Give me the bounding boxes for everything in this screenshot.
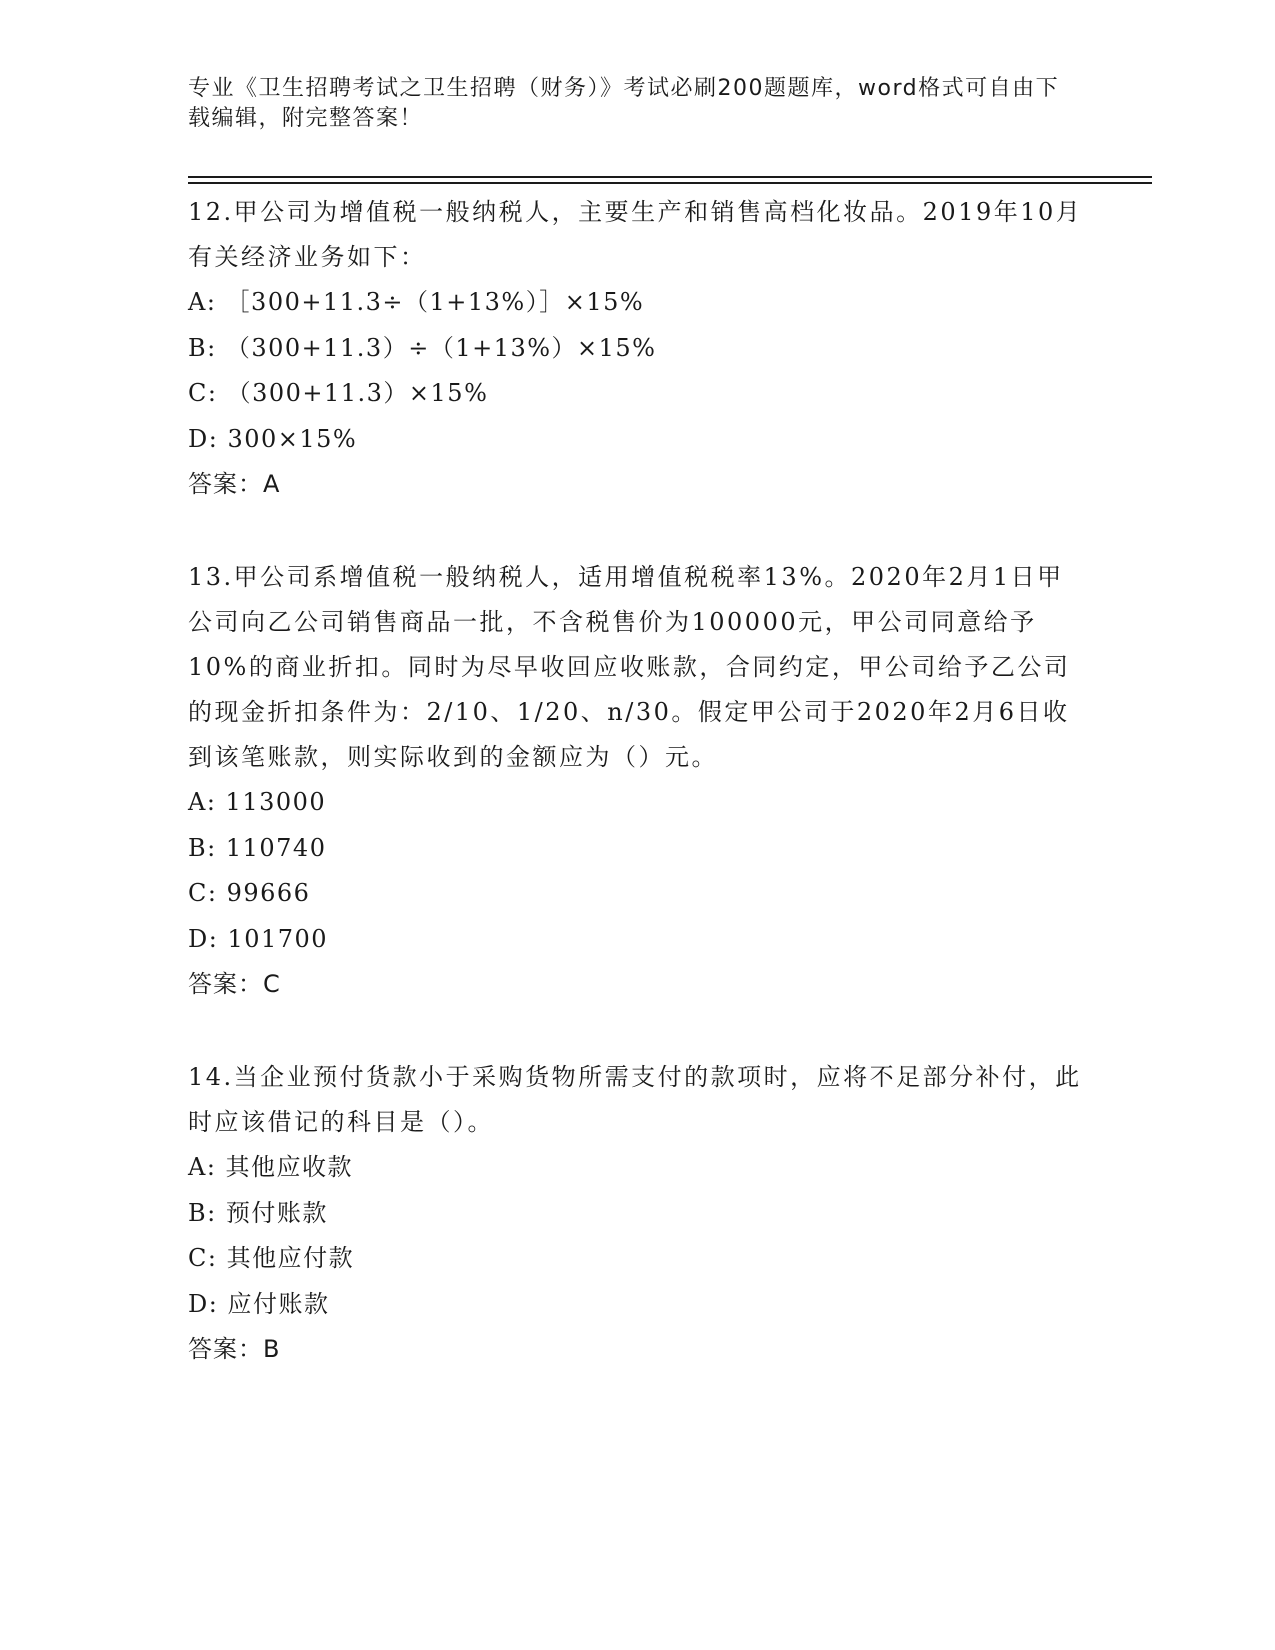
answer-line: 答案：A (188, 470, 281, 498)
option-a: A: 其他应收款 (188, 1153, 354, 1181)
option-c: C: 99666 (188, 879, 311, 907)
question-stem: 12.甲公司为增值税一般纳税人，主要生产和销售高档化妆品。2019年10月有关经济业务如下： (188, 198, 1083, 271)
option-c: C: （300+11.3）×15% (188, 379, 489, 407)
question-12 (188, 190, 1088, 507)
question-13 (188, 555, 1088, 1007)
answer-line: 答案：C (188, 970, 281, 998)
document-header: 专业《卫生招聘考试之卫生招聘（财务）》考试必刷200题题库，word格式可自由下载编辑，附完整答案！ (188, 76, 1060, 131)
question-14 (188, 1055, 1088, 1372)
option-c: C: 其他应付款 (188, 1244, 355, 1272)
option-a: A: ［300+11.3÷（1+13%）］×15% (188, 288, 645, 316)
question-stem: 14.当企业预付货款小于采购货物所需支付的款项时，应将不足部分补付，此时应该借记的科目是（）。 (188, 1063, 1082, 1136)
option-b: B: 110740 (188, 833, 327, 862)
header-divider-bottom (188, 182, 1152, 184)
option-d: D: 300×15% (188, 424, 358, 453)
option-d: D: 101700 (188, 924, 329, 953)
answer-line: 答案：B (188, 1335, 281, 1363)
question-stem: 13.甲公司系增值税一般纳税人，适用增值税税率13%。2020年2月1日甲公司向乙公司销售商品一批，不含税售价为100000元，甲公司同意给予10%的商业折扣。同时为尽早收回应收账款，合同约定，甲公司给予乙公司的现金折扣条件为：2/10、1/20、n/30。假定甲公司于2020年2月6日收到该笔账款，则实际收到的金额应为（）元。 (188, 563, 1071, 771)
header-divider-top (188, 176, 1152, 178)
option-b: B: 预付账款 (188, 1198, 328, 1227)
option-d: D: 应付账款 (188, 1289, 330, 1318)
option-b: B: （300+11.3）÷（1+13%）×15% (188, 333, 657, 362)
option-a: A: 113000 (188, 788, 327, 816)
